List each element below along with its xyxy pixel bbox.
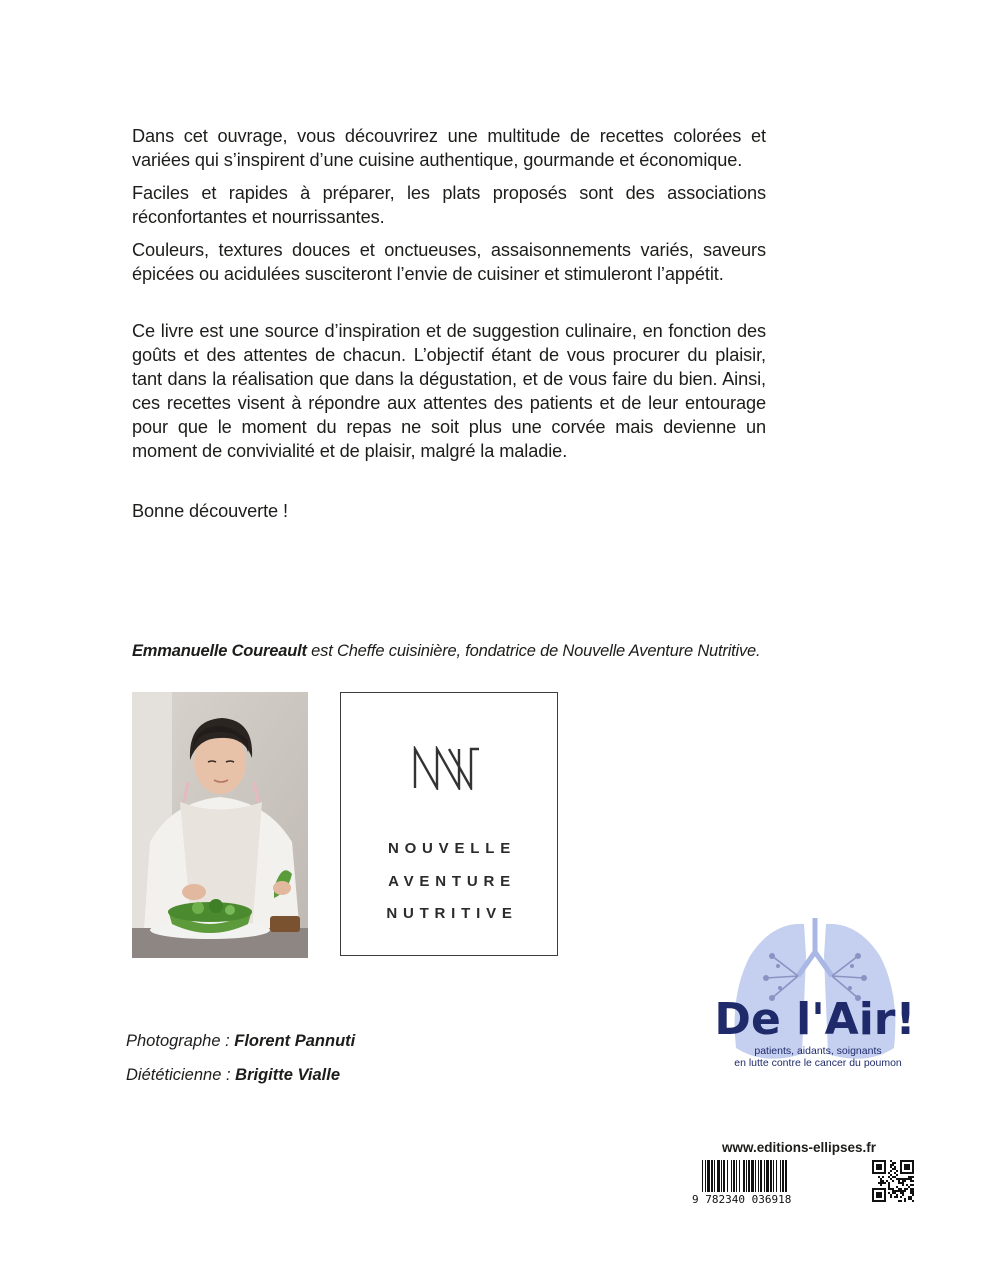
qr-module bbox=[878, 1182, 880, 1184]
qr-module bbox=[904, 1190, 906, 1192]
barcode-bar bbox=[748, 1160, 750, 1192]
qr-module bbox=[902, 1172, 904, 1174]
closing-line: Bonne découverte ! bbox=[132, 501, 288, 521]
barcode-bar bbox=[785, 1160, 787, 1192]
qr-module bbox=[892, 1162, 894, 1164]
author-description: est Cheffe cuisinière, fondatrice de Nouvelle Aventure Nutritive. bbox=[306, 642, 761, 660]
qr-module bbox=[904, 1180, 906, 1182]
barcode-bar bbox=[714, 1160, 715, 1192]
qr-module bbox=[872, 1194, 874, 1196]
qr-module bbox=[900, 1160, 902, 1162]
qr-module bbox=[896, 1186, 898, 1188]
qr-module bbox=[902, 1160, 904, 1162]
qr-module bbox=[896, 1178, 898, 1180]
qr-module bbox=[880, 1160, 882, 1162]
qr-module bbox=[894, 1168, 896, 1170]
qr-module bbox=[884, 1160, 886, 1162]
qr-module bbox=[908, 1198, 910, 1200]
qr-module bbox=[896, 1174, 898, 1176]
qr-module bbox=[904, 1164, 906, 1166]
qr-module bbox=[884, 1170, 886, 1172]
qr-module bbox=[890, 1194, 892, 1196]
qr-module bbox=[900, 1172, 902, 1174]
qr-module bbox=[894, 1162, 896, 1164]
qr-module bbox=[906, 1160, 908, 1162]
qr-module bbox=[892, 1180, 894, 1182]
qr-module bbox=[906, 1178, 908, 1180]
qr-module bbox=[892, 1188, 894, 1190]
qr-module bbox=[878, 1188, 880, 1190]
qr-module bbox=[872, 1160, 874, 1162]
qr-module bbox=[878, 1200, 880, 1202]
qr-module bbox=[878, 1194, 880, 1196]
qr-module bbox=[872, 1168, 874, 1170]
qr-module bbox=[872, 1170, 874, 1172]
barcode-bar bbox=[764, 1160, 765, 1192]
qr-module bbox=[912, 1190, 914, 1192]
qr-module bbox=[878, 1160, 880, 1162]
qr-module bbox=[890, 1178, 892, 1180]
lungs-icon bbox=[712, 916, 918, 1076]
qr-module bbox=[884, 1192, 886, 1194]
qr-module bbox=[896, 1194, 898, 1196]
qr-module bbox=[900, 1188, 902, 1190]
qr-module bbox=[888, 1172, 890, 1174]
qr-module bbox=[900, 1196, 902, 1198]
barcode-bar bbox=[702, 1160, 703, 1192]
qr-module bbox=[872, 1172, 874, 1174]
qr-module bbox=[890, 1164, 892, 1166]
qr-module bbox=[906, 1168, 908, 1170]
qr-module bbox=[908, 1164, 910, 1166]
nouvelle-aventure-nutritive-logo bbox=[340, 692, 558, 956]
qr-module bbox=[882, 1172, 884, 1174]
qr-module bbox=[896, 1170, 898, 1172]
qr-module bbox=[898, 1188, 900, 1190]
qr-module bbox=[878, 1196, 880, 1198]
qr-module bbox=[896, 1196, 898, 1198]
barcode-bar bbox=[739, 1160, 740, 1192]
barcode-bar bbox=[723, 1160, 725, 1192]
de-lair-title: De l'Air! bbox=[714, 994, 916, 1045]
qr-module bbox=[900, 1162, 902, 1164]
dietitian-credit bbox=[126, 1066, 340, 1085]
qr-module bbox=[892, 1168, 894, 1170]
barcode-graphic bbox=[692, 1160, 858, 1204]
qr-module bbox=[900, 1166, 902, 1168]
qr-module bbox=[904, 1188, 906, 1190]
qr-module bbox=[882, 1182, 884, 1184]
barcode-bar bbox=[776, 1160, 777, 1192]
qr-module bbox=[872, 1162, 874, 1164]
qr-module bbox=[874, 1200, 876, 1202]
qr-module bbox=[910, 1172, 912, 1174]
qr-module bbox=[880, 1194, 882, 1196]
qr-module bbox=[912, 1180, 914, 1182]
barcode-bar bbox=[766, 1160, 769, 1192]
qr-module bbox=[872, 1196, 874, 1198]
qr-module bbox=[900, 1170, 902, 1172]
qr-module bbox=[878, 1176, 880, 1178]
qr-module bbox=[880, 1168, 882, 1170]
author-photo bbox=[132, 692, 308, 958]
qr-module bbox=[874, 1188, 876, 1190]
qr-module bbox=[902, 1194, 904, 1196]
qr-module bbox=[908, 1168, 910, 1170]
isbn-barcode bbox=[692, 1160, 858, 1204]
qr-module bbox=[894, 1172, 896, 1174]
barcode-bar bbox=[721, 1160, 722, 1192]
qr-module bbox=[874, 1160, 876, 1162]
qr-module bbox=[880, 1178, 882, 1180]
qr-module bbox=[890, 1160, 892, 1162]
qr-module bbox=[876, 1172, 878, 1174]
qr-module bbox=[902, 1182, 904, 1184]
nan-monogram-icon bbox=[413, 746, 481, 790]
qr-module bbox=[888, 1176, 890, 1178]
barcode-bar bbox=[760, 1160, 762, 1192]
qr-module bbox=[904, 1160, 906, 1162]
barcode-bar bbox=[731, 1160, 732, 1192]
qr-module bbox=[882, 1176, 884, 1178]
qr-module bbox=[904, 1172, 906, 1174]
qr-module bbox=[874, 1172, 876, 1174]
barcode-bar bbox=[758, 1160, 759, 1192]
qr-module bbox=[910, 1198, 912, 1200]
qr-module bbox=[884, 1196, 886, 1198]
logo-line-2: AVENTURE bbox=[388, 873, 516, 890]
barcode-bar bbox=[705, 1160, 706, 1192]
qr-module bbox=[892, 1192, 894, 1194]
de-lair-logo bbox=[712, 916, 918, 1076]
qr-module bbox=[880, 1200, 882, 1202]
qr-module bbox=[872, 1190, 874, 1192]
qr-module bbox=[892, 1164, 894, 1166]
qr-module bbox=[878, 1192, 880, 1194]
qr-module bbox=[888, 1192, 890, 1194]
qr-module bbox=[898, 1182, 900, 1184]
qr-module bbox=[884, 1194, 886, 1196]
qr-module bbox=[912, 1176, 914, 1178]
qr-module bbox=[872, 1164, 874, 1166]
barcode-bar bbox=[711, 1160, 713, 1192]
qr-module bbox=[912, 1160, 914, 1162]
qr-module bbox=[900, 1178, 902, 1180]
author-name: Emmanuelle Coureault bbox=[132, 642, 307, 660]
qr-module bbox=[876, 1200, 878, 1202]
qr-module bbox=[894, 1166, 896, 1168]
qr-module bbox=[912, 1200, 914, 1202]
qr-module bbox=[910, 1190, 912, 1192]
qr-module bbox=[904, 1198, 906, 1200]
qr-module bbox=[876, 1188, 878, 1190]
qr-module bbox=[912, 1164, 914, 1166]
qr-module bbox=[890, 1170, 892, 1172]
barcode-bar bbox=[707, 1160, 710, 1192]
qr-module bbox=[908, 1196, 910, 1198]
qr-module bbox=[884, 1190, 886, 1192]
qr-module bbox=[896, 1190, 898, 1192]
qr-module bbox=[894, 1190, 896, 1192]
photographer-credit bbox=[126, 1032, 355, 1051]
qr-module bbox=[884, 1168, 886, 1170]
qr-module bbox=[876, 1168, 878, 1170]
intro-paragraph-2: Faciles et rapides à préparer, les plats proposés sont des associations réconfortantes et nourrissantes. bbox=[132, 183, 766, 227]
qr-module bbox=[908, 1178, 910, 1180]
qr-module bbox=[910, 1188, 912, 1190]
qr-module bbox=[912, 1194, 914, 1196]
photographer-name: Florent Pannuti bbox=[234, 1032, 356, 1050]
qr-module bbox=[894, 1192, 896, 1194]
qr-module bbox=[900, 1182, 902, 1184]
qr-module bbox=[878, 1164, 880, 1166]
qr-module bbox=[880, 1184, 882, 1186]
qr-module bbox=[880, 1192, 882, 1194]
qr-module bbox=[910, 1192, 912, 1194]
qr-module bbox=[906, 1188, 908, 1190]
barcode-bar bbox=[751, 1160, 754, 1192]
qr-module bbox=[898, 1200, 900, 1202]
qr-code-icon bbox=[872, 1160, 914, 1202]
qr-module bbox=[890, 1196, 892, 1198]
qr-module bbox=[884, 1200, 886, 1202]
barcode-bar bbox=[770, 1160, 772, 1192]
qr-module bbox=[912, 1162, 914, 1164]
qr-module bbox=[910, 1196, 912, 1198]
barcode-bar bbox=[755, 1160, 756, 1192]
qr-module bbox=[900, 1200, 902, 1202]
qr-module bbox=[880, 1172, 882, 1174]
qr-module bbox=[892, 1176, 894, 1178]
qr-module bbox=[890, 1188, 892, 1190]
qr-module bbox=[880, 1182, 882, 1184]
qr-module bbox=[910, 1160, 912, 1162]
qr-module bbox=[878, 1172, 880, 1174]
qr-module bbox=[908, 1186, 910, 1188]
qr-module bbox=[880, 1180, 882, 1182]
qr-module bbox=[904, 1166, 906, 1168]
qr-module bbox=[902, 1190, 904, 1192]
qr-module bbox=[912, 1192, 914, 1194]
qr-module bbox=[872, 1192, 874, 1194]
qr-module bbox=[884, 1162, 886, 1164]
qr-module bbox=[886, 1180, 888, 1182]
qr-module bbox=[880, 1166, 882, 1168]
barcode-bar bbox=[746, 1160, 747, 1192]
chef-photo-illustration bbox=[132, 692, 308, 958]
qr-module bbox=[882, 1188, 884, 1190]
qr-module bbox=[900, 1168, 902, 1170]
qr-module bbox=[898, 1180, 900, 1182]
qr-module bbox=[884, 1172, 886, 1174]
photographer-label: Photographe : bbox=[126, 1032, 235, 1050]
qr-module bbox=[900, 1164, 902, 1166]
qr-module bbox=[884, 1182, 886, 1184]
qr-module bbox=[904, 1168, 906, 1170]
qr-module bbox=[902, 1192, 904, 1194]
qr-module bbox=[890, 1166, 892, 1168]
qr-module bbox=[912, 1170, 914, 1172]
barcode-bar bbox=[782, 1160, 784, 1192]
qr-module bbox=[876, 1164, 878, 1166]
qr-module bbox=[880, 1188, 882, 1190]
qr-module bbox=[910, 1176, 912, 1178]
qr-module bbox=[884, 1188, 886, 1190]
qr-module bbox=[908, 1172, 910, 1174]
de-lair-tagline-1: patients, aidants, soignants bbox=[754, 1045, 882, 1057]
isbn-digits: 9 782340 036918 bbox=[692, 1193, 792, 1204]
de-lair-tagline-2: en lutte contre le cancer du poumon bbox=[734, 1057, 902, 1069]
qr-module bbox=[888, 1188, 890, 1190]
qr-module bbox=[888, 1186, 890, 1188]
qr-module bbox=[876, 1196, 878, 1198]
qr-module bbox=[884, 1164, 886, 1166]
qr-module bbox=[894, 1176, 896, 1178]
qr-module bbox=[894, 1196, 896, 1198]
qr-module bbox=[912, 1168, 914, 1170]
qr-module bbox=[912, 1188, 914, 1190]
qr-module bbox=[898, 1190, 900, 1192]
qr-module bbox=[882, 1200, 884, 1202]
logo-line-3: NUTRITIVE bbox=[386, 905, 518, 922]
qr-module bbox=[880, 1164, 882, 1166]
qr-module bbox=[880, 1196, 882, 1198]
qr-module bbox=[906, 1184, 908, 1186]
qr-code bbox=[872, 1160, 914, 1202]
qr-module bbox=[906, 1166, 908, 1168]
qr-module bbox=[910, 1184, 912, 1186]
qr-module bbox=[906, 1164, 908, 1166]
qr-module bbox=[888, 1182, 890, 1184]
qr-module bbox=[876, 1160, 878, 1162]
qr-module bbox=[878, 1166, 880, 1168]
intro-text bbox=[132, 124, 766, 532]
qr-module bbox=[912, 1184, 914, 1186]
barcode-bar bbox=[780, 1160, 781, 1192]
barcode-bar bbox=[773, 1160, 774, 1192]
qr-module bbox=[908, 1160, 910, 1162]
qr-module bbox=[884, 1198, 886, 1200]
qr-module bbox=[872, 1200, 874, 1202]
dietitian-label: Diététicienne : bbox=[126, 1066, 236, 1084]
qr-module bbox=[904, 1178, 906, 1180]
logo-line-1: NOUVELLE bbox=[387, 840, 517, 857]
qr-module bbox=[872, 1198, 874, 1200]
qr-module bbox=[902, 1178, 904, 1180]
qr-module bbox=[884, 1166, 886, 1168]
qr-module bbox=[900, 1190, 902, 1192]
qr-module bbox=[876, 1192, 878, 1194]
barcode-bar bbox=[743, 1160, 745, 1192]
qr-module bbox=[882, 1180, 884, 1182]
qr-module bbox=[900, 1192, 902, 1194]
qr-module bbox=[898, 1178, 900, 1180]
publisher-website: www.editions-ellipses.fr bbox=[722, 1140, 877, 1155]
qr-module bbox=[910, 1178, 912, 1180]
qr-module bbox=[876, 1166, 878, 1168]
qr-module bbox=[872, 1188, 874, 1190]
barcode-bar bbox=[733, 1160, 735, 1192]
qr-module bbox=[906, 1172, 908, 1174]
barcode-bar bbox=[736, 1160, 737, 1192]
qr-module bbox=[888, 1184, 890, 1186]
qr-module bbox=[902, 1184, 904, 1186]
qr-module bbox=[904, 1200, 906, 1202]
qr-module bbox=[892, 1190, 894, 1192]
barcode-bar bbox=[717, 1160, 720, 1192]
author-line bbox=[132, 642, 792, 661]
qr-module bbox=[890, 1174, 892, 1176]
intro-paragraph-4: Ce livre est une source d’inspiration et de suggestion culinaire, en fonction des goûts et des attentes de chacun. L’objectif étant de vous procurer du plaisir, tant dans la réalisation que dans la dégustation, et de vous faire du bien. Ainsi, ces recettes visent à répondre aux attentes des patients et de leur entourage pour que le moment du repas ne soit plus une corvée mais devienne un moment de convivialité et de plaisir, malgré la maladie. bbox=[132, 321, 766, 461]
intro-paragraph-3: Couleurs, textures douces et onctueuses, assaisonnements variés, saveurs épicées ou acidulées susciteront l’envie de cuisiner et stimuleront l’appétit. bbox=[132, 240, 766, 284]
qr-module bbox=[908, 1176, 910, 1178]
barcode-bar bbox=[727, 1160, 728, 1192]
intro-paragraph-1: Dans cet ouvrage, vous découvrirez une multitude de recettes colorées et variées qui s’inspirent d’une cuisine authentique, gourmande et économique. bbox=[132, 126, 766, 170]
qr-module bbox=[902, 1180, 904, 1182]
qr-module bbox=[872, 1166, 874, 1168]
qr-module bbox=[876, 1194, 878, 1196]
qr-module bbox=[910, 1180, 912, 1182]
qr-module bbox=[878, 1168, 880, 1170]
qr-module bbox=[912, 1172, 914, 1174]
dietitian-name: Brigitte Vialle bbox=[235, 1066, 340, 1084]
qr-module bbox=[912, 1166, 914, 1168]
qr-module bbox=[882, 1160, 884, 1162]
qr-module bbox=[908, 1166, 910, 1168]
